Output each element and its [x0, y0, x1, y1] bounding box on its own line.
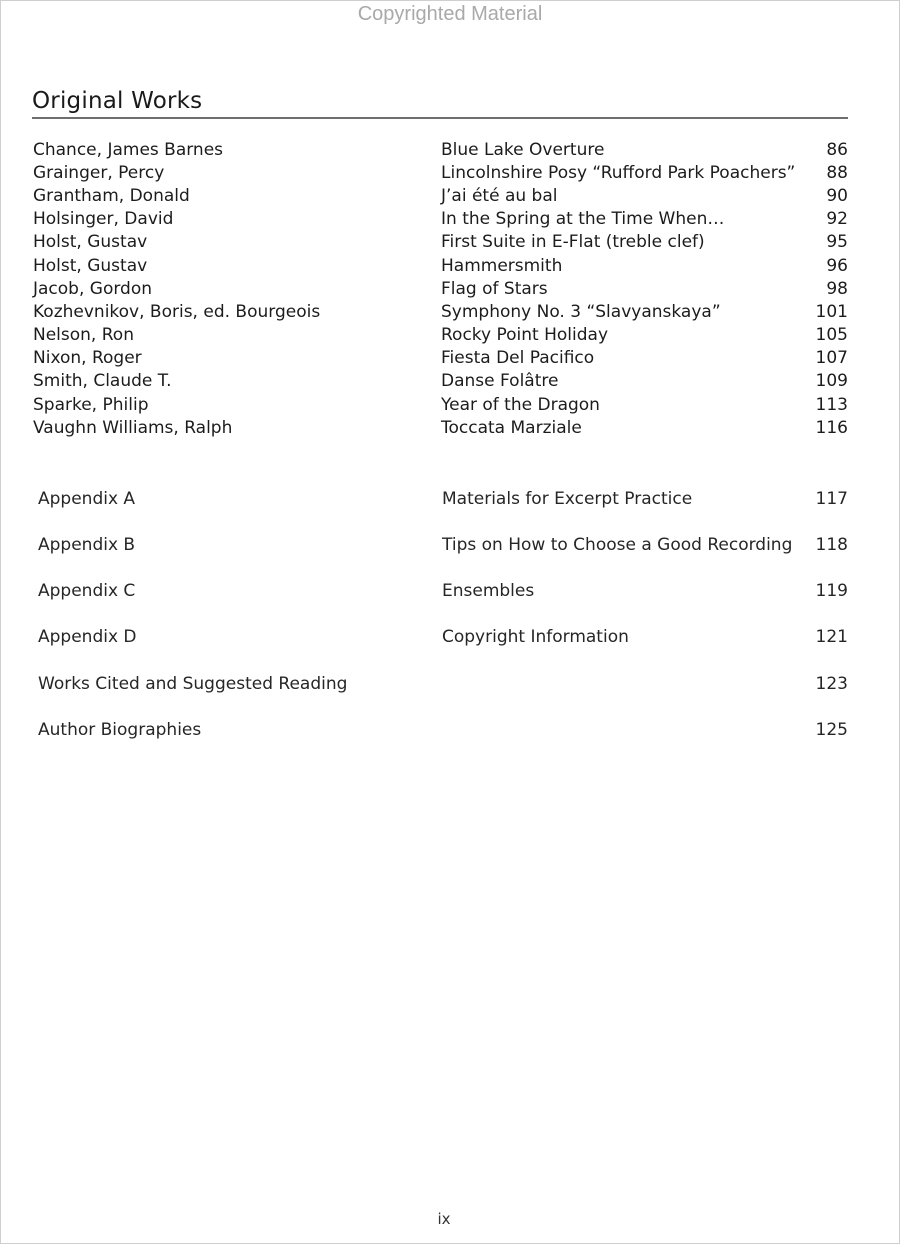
composer-name: Nelson, Ron: [33, 325, 134, 345]
work-title: First Suite in E-Flat (treble clef): [441, 232, 705, 252]
work-title: Fiesta Del Pacifico: [441, 348, 595, 368]
page-number: 98: [826, 279, 848, 299]
appendix-title: Tips on How to Choose a Good Recording: [442, 535, 793, 555]
toc-row: [0, 347, 900, 370]
appendix-row: [0, 579, 900, 603]
work-title: Rocky Point Holiday: [441, 325, 609, 345]
section-title: Original Works: [32, 88, 203, 114]
page-number: 109: [815, 371, 848, 391]
page-number: 101: [815, 302, 848, 322]
appendix-row: [0, 487, 900, 511]
page-number: 92: [826, 209, 848, 229]
toc-row: [0, 394, 900, 417]
page-number: 121: [815, 627, 848, 647]
appendix-label: Appendix B: [38, 535, 136, 555]
work-title: Flag of Stars: [441, 279, 548, 299]
composer-name: Jacob, Gordon: [33, 279, 153, 299]
page-number: 88: [826, 163, 848, 183]
composer-name: Smith, Claude T.: [33, 371, 172, 391]
appendix-row: [0, 672, 900, 696]
page-number: 117: [815, 489, 848, 509]
composer-name: Nixon, Roger: [33, 348, 142, 368]
page-number: 123: [815, 674, 848, 694]
page-number: 118: [815, 535, 848, 555]
composer-name: Chance, James Barnes: [33, 140, 224, 160]
page-number: 107: [815, 348, 848, 368]
composer-name: Vaughn Williams, Ralph: [33, 418, 233, 438]
toc-row: [0, 301, 900, 324]
composer-name: Grantham, Donald: [33, 186, 190, 206]
appendix-row: [0, 718, 900, 742]
composer-name: Holst, Gustav: [33, 232, 148, 252]
toc-row: [0, 231, 900, 254]
work-title: Symphony No. 3 “Slavyanskaya”: [441, 302, 721, 322]
toc-row: [0, 208, 900, 231]
work-title: Danse Folâtre: [441, 371, 559, 391]
composer-name: Sparke, Philip: [33, 395, 149, 415]
toc-row: [0, 417, 900, 440]
toc-row: [0, 255, 900, 278]
work-title: J’ai été au bal: [441, 186, 558, 206]
work-title: Toccata Marziale: [441, 418, 582, 438]
appendix-label: Appendix A: [38, 489, 136, 509]
composer-name: Kozhevnikov, Boris, ed. Bourgeois: [33, 302, 321, 322]
page-number: 95: [826, 232, 848, 252]
title-rule: [32, 117, 848, 119]
work-title: In the Spring at the Time When…: [441, 209, 725, 229]
page-number: 90: [826, 186, 848, 206]
page-number: 125: [815, 720, 848, 740]
appendix-label: Works Cited and Suggested Reading: [38, 674, 348, 694]
page-number: 96: [826, 256, 848, 276]
appendix-label: Appendix C: [38, 581, 136, 601]
appendix-label: Author Biographies: [38, 720, 202, 740]
toc-row: [0, 162, 900, 185]
appendix-label: Appendix D: [38, 627, 137, 647]
copyright-watermark: Copyrighted Material: [357, 3, 543, 25]
toc-row: [0, 370, 900, 393]
toc-row: [0, 185, 900, 208]
composer-name: Grainger, Percy: [33, 163, 165, 183]
page-number: 105: [815, 325, 848, 345]
appendix-row: [0, 625, 900, 649]
appendix-row: [0, 533, 900, 557]
folio-page-number: ix: [437, 1210, 451, 1228]
appendix-title: Materials for Excerpt Practice: [442, 489, 693, 509]
composer-name: Holsinger, David: [33, 209, 174, 229]
toc-row: [0, 324, 900, 347]
work-title: Lincolnshire Posy “Rufford Park Poachers”: [441, 163, 796, 183]
work-title: Year of the Dragon: [441, 395, 600, 415]
toc-row: [0, 139, 900, 162]
page-number: 86: [826, 140, 848, 160]
appendix-title: Ensembles: [442, 581, 535, 601]
page-number: 119: [815, 581, 848, 601]
work-title: Blue Lake Overture: [441, 140, 605, 160]
page-number: 116: [815, 418, 848, 438]
appendix-title: Copyright Information: [442, 627, 629, 647]
composer-name: Holst, Gustav: [33, 256, 148, 276]
toc-row: [0, 278, 900, 301]
page-number: 113: [815, 395, 848, 415]
work-title: Hammersmith: [441, 256, 563, 276]
